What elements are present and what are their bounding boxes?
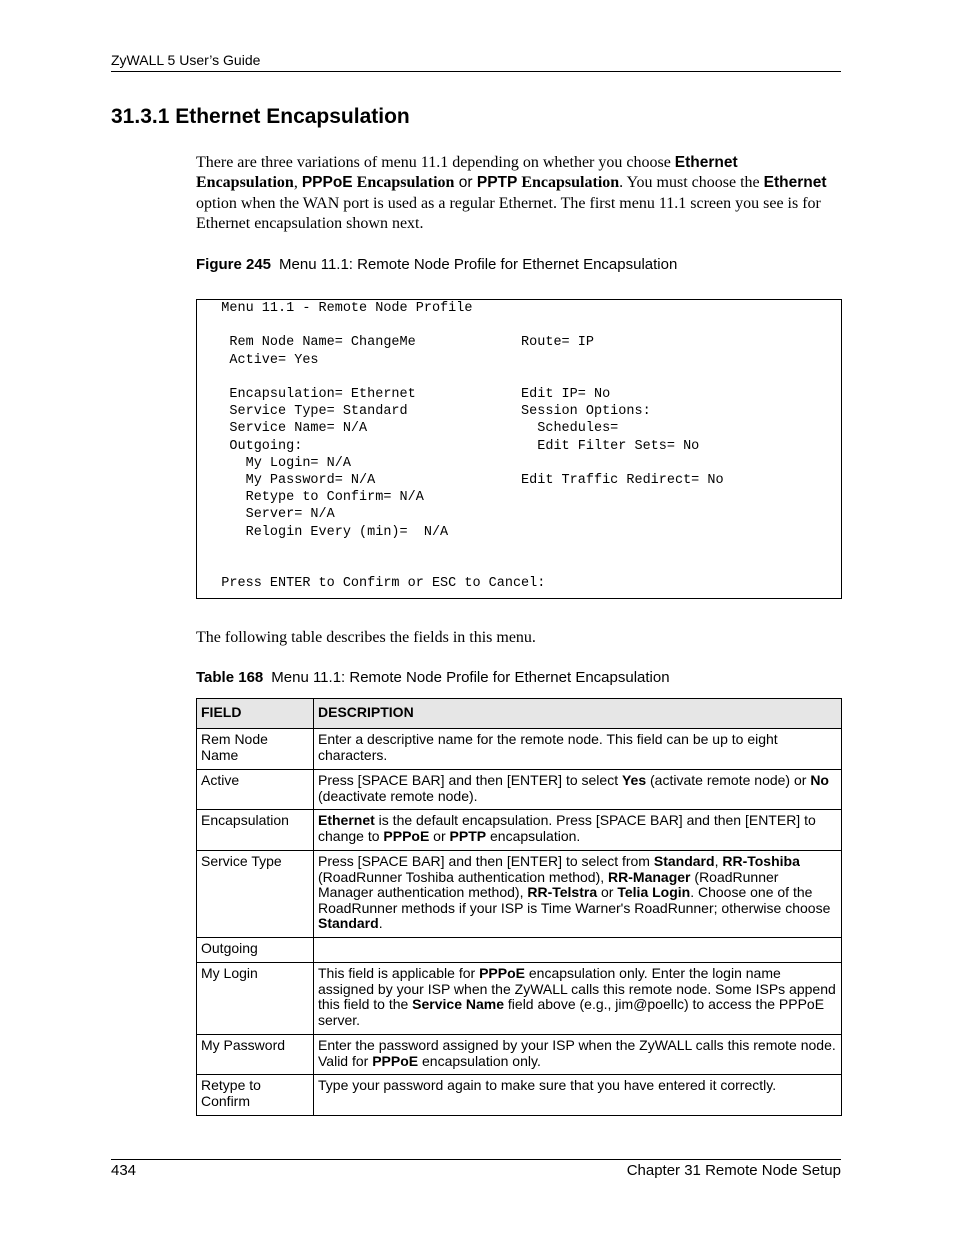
- description-text: This field is applicable for: [318, 965, 480, 981]
- description-cell: [314, 770, 842, 810]
- description-bold-term: PPTP: [449, 827, 487, 844]
- intro-text-4: . You must choose the: [619, 174, 764, 192]
- table-label: Table 168: [196, 669, 264, 686]
- table-title: Menu 11.1: Remote Node Profile for Ethernet Encapsulation: [271, 669, 670, 686]
- header-rule: [111, 71, 841, 72]
- intro-text-3: or: [454, 174, 477, 192]
- description-cell: [314, 810, 842, 851]
- description-text: is the default encapsulation. Press [SPACE BAR] and then [ENTER] to change to: [318, 812, 816, 844]
- description-bold-term: Ethernet: [318, 812, 375, 828]
- description-text: encapsulation only. Enter the login name assigned by your ISP when the ZyWALL calls this remote node. Some ISPs append this field to the: [318, 965, 836, 1013]
- field-name-cell: Retype to Confirm: [197, 1075, 314, 1116]
- menu-screen-figure: [196, 299, 842, 599]
- description-text: (deactivate remote node).: [318, 787, 478, 804]
- table-row: [197, 851, 842, 938]
- table-row: [197, 1075, 842, 1116]
- description-cell: [314, 963, 842, 1035]
- description-bold-term: No: [810, 772, 829, 788]
- description-cell: [314, 938, 842, 963]
- section-heading: 31.3.1 Ethernet Encapsulation: [111, 105, 410, 128]
- intro-bold-pppoe: PPPoE: [301, 174, 353, 192]
- field-name-cell: Outgoing: [197, 938, 314, 963]
- field-name-cell: Rem Node Name: [197, 729, 314, 770]
- menu-screen-text: Menu 11.1 - Remote Node Profile Rem Node Name= ChangeMe Route= IP Active= Yes Encapsulation= Ethernet Edit IP= No Service Type= Standard Session Options: Service Name= N/A Schedules= Outgoing: Edit Filter Sets= No My Login= N/A My Password= N/A Edit Traffic Redirect= No Retype to Confirm= N/A Server= N/A Relogin Every (min)= N/A Press ENTER to Confirm or ESC to Cancel:: [221, 301, 724, 592]
- description-bold-term: Standard: [653, 853, 715, 869]
- field-name-cell: My Password: [197, 1035, 314, 1075]
- footer-rule: [111, 1159, 841, 1160]
- field-name-cell: My Login: [197, 963, 314, 1035]
- description-text: Enter a descriptive name for the remote node. This field can be up to eight characters.: [318, 731, 778, 763]
- table-row: [197, 770, 842, 810]
- description-cell: [314, 729, 842, 770]
- description-bold-term: Standard: [318, 915, 379, 932]
- description-bold-term: Service Name: [412, 996, 505, 1013]
- description-cell: [314, 1075, 842, 1116]
- table-caption: [196, 669, 670, 686]
- description-text: (RoadRunner Toshiba authentication method),: [318, 868, 609, 885]
- description-bold-term: PPPoE: [383, 827, 430, 844]
- intro-paragraph: [196, 153, 842, 234]
- figure-caption: [196, 256, 677, 273]
- figure-label: Figure 245: [196, 256, 272, 273]
- field-name-cell: Encapsulation: [197, 810, 314, 851]
- description-text: encapsulation.: [486, 827, 581, 844]
- description-bold-term: RR-Toshiba: [722, 853, 800, 869]
- table-body: [197, 729, 842, 1116]
- description-text: (activate remote node) or: [646, 772, 811, 788]
- figure-title: Menu 11.1: Remote Node Profile for Ethernet Encapsulation: [279, 256, 678, 273]
- table-row: [197, 729, 842, 770]
- description-text: or: [429, 827, 450, 844]
- intro-bold-ethernet-option: Ethernet: [763, 174, 827, 192]
- page-number: 434: [111, 1162, 137, 1179]
- description-text: Enter the password assigned by your ISP when the ZyWALL calls this remote node. Valid for: [318, 1037, 836, 1069]
- description-bold-term: PPPoE: [479, 965, 525, 981]
- running-header: ZyWALL 5 User’s Guide: [111, 52, 261, 68]
- table-row: [197, 1035, 842, 1075]
- description-text: field above (e.g., jim@poellc) to access the PPPoE server.: [318, 996, 825, 1028]
- intro-bold-pptp-encapsulation: Encapsulation: [517, 174, 620, 192]
- description-text: Type your password again to make sure that you have entered it correctly.: [318, 1077, 777, 1093]
- intro-bold-ethernet: Ethernet: [674, 154, 738, 171]
- field-name-cell: Active: [197, 770, 314, 810]
- table-header-row: [197, 699, 842, 729]
- description-text: . Choose one of the RoadRunner methods if your ISP is Time Warner's RoadRunner; otherwise choose: [318, 884, 831, 916]
- intro-text-2: ,: [293, 174, 302, 192]
- description-text: Press [SPACE BAR] and then [ENTER] to select: [318, 772, 622, 788]
- chapter-title: Chapter 31 Remote Node Setup: [626, 1162, 841, 1179]
- description-bold-term: RR-Telstra: [527, 884, 598, 901]
- intro-bold-encapsulation: Encapsulation: [196, 174, 294, 192]
- description-text: or: [597, 884, 618, 901]
- table-row: [197, 963, 842, 1035]
- following-text: The following table describes the fields in this menu.: [196, 629, 536, 646]
- description-bold-term: Yes: [621, 772, 647, 788]
- intro-text-5: option when the WAN port is used as a regular Ethernet. The first menu 11.1 screen you see is for Ethernet encapsulation shown next.: [196, 194, 821, 232]
- column-header-description: DESCRIPTION: [314, 699, 842, 729]
- intro-bold-pptp: PPTP: [476, 174, 518, 192]
- field-name-cell: Service Type: [197, 851, 314, 938]
- description-cell: [314, 1035, 842, 1075]
- column-header-field: FIELD: [197, 699, 314, 729]
- description-bold-term: RR-Manager: [608, 868, 691, 885]
- intro-bold-pppoe-encapsulation: Encapsulation: [352, 174, 455, 192]
- table-row: [197, 938, 842, 963]
- description-text: .: [378, 915, 383, 932]
- intro-text-1: There are three variations of menu 11.1 depending on whether you choose: [196, 154, 675, 171]
- description-bold-term: Telia Login: [617, 884, 691, 901]
- description-bold-term: PPPoE: [372, 1052, 419, 1069]
- table-row: [197, 810, 842, 851]
- field-description-table: [196, 698, 842, 1116]
- description-text: Press [SPACE BAR] and then [ENTER] to select from: [318, 853, 654, 869]
- description-text: (RoadRunner Manager authentication method),: [318, 868, 779, 901]
- description-cell: [314, 851, 842, 938]
- description-text: ,: [714, 853, 723, 869]
- description-text: encapsulation only.: [418, 1052, 541, 1069]
